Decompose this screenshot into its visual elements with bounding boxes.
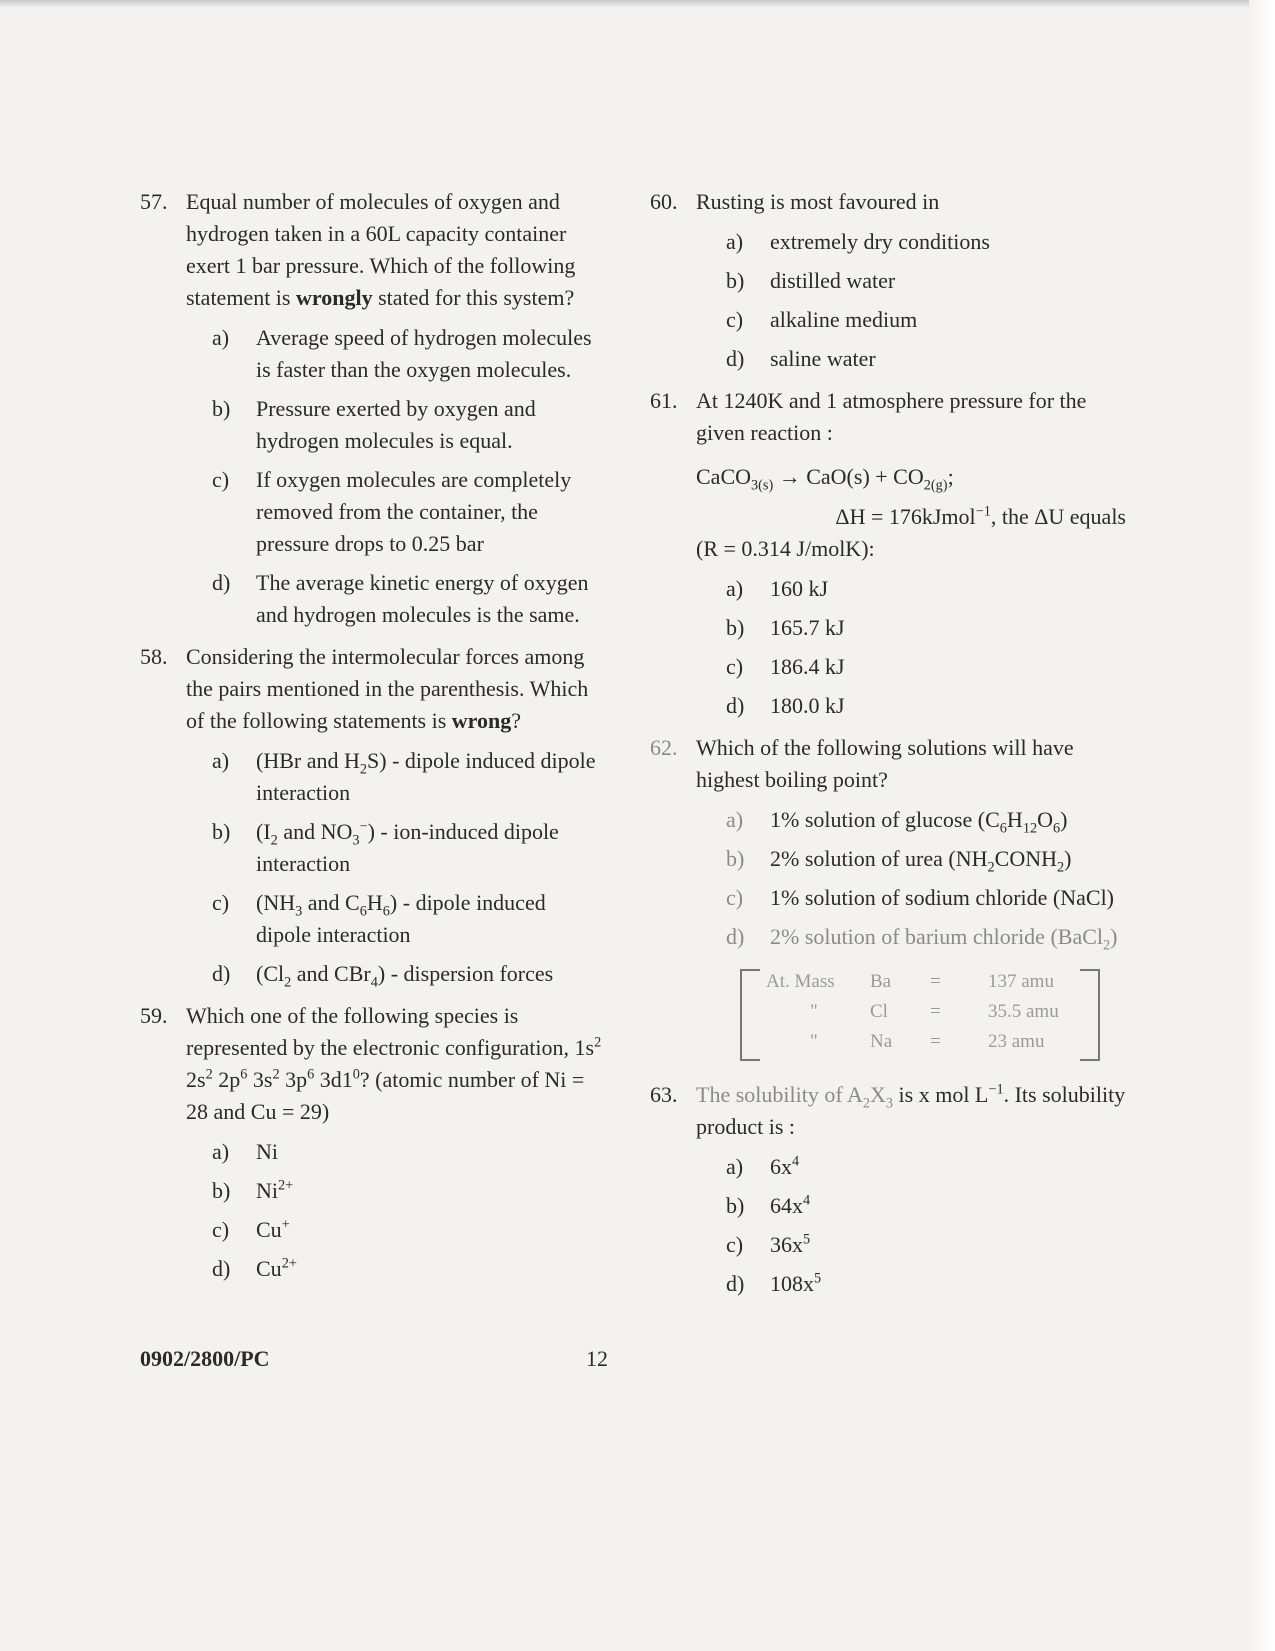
gas-constant: (R = 0.314 J/molK): bbox=[696, 536, 875, 561]
option-c: c) ($NH_3$ and $C_6H_6$) - dipole induced dipole interaction bbox=[212, 890, 546, 947]
question-number: 62. bbox=[650, 735, 678, 760]
option-b: b) distilled water bbox=[726, 268, 896, 293]
option-c: c) $36x^5$ bbox=[726, 1231, 811, 1257]
question-60 bbox=[650, 186, 1126, 375]
question-63 bbox=[650, 1079, 1126, 1300]
bracket-right bbox=[1080, 969, 1100, 1061]
option-list bbox=[696, 573, 1126, 722]
option-list bbox=[696, 804, 1126, 953]
question-stem: Considering the intermolecular forces among the pairs mentioned in the parenthesis. Which of the following statements is wrong? bbox=[186, 644, 589, 733]
right-column bbox=[650, 186, 1126, 1310]
option-d: d) The average kinetic energy of oxygen and hydrogen molecules is the same. bbox=[212, 570, 589, 627]
question-number: 57. bbox=[140, 189, 168, 214]
option-b: b) $Ni^{2+}$ bbox=[212, 1177, 294, 1203]
question-62 bbox=[650, 732, 1126, 1059]
left-column bbox=[140, 186, 606, 1295]
option-b: b) $64x^4$ bbox=[726, 1192, 811, 1218]
question-number: 58. bbox=[140, 644, 168, 669]
option-a: a) extremely dry conditions bbox=[726, 229, 990, 254]
question-61 bbox=[650, 385, 1126, 722]
question-number: 63. bbox=[650, 1082, 678, 1107]
question-number: 61. bbox=[650, 388, 678, 413]
option-a: a) Ni bbox=[212, 1139, 278, 1164]
option-b: b) ($I_2$ and $NO_3^-$) - ion-induced dipole interaction bbox=[212, 818, 559, 876]
option-a: a) 1% solution of glucose $(C_6H_{12}O_6)$ bbox=[726, 807, 1068, 837]
option-d: d) $108x^5$ bbox=[726, 1270, 822, 1296]
option-list bbox=[186, 1136, 606, 1285]
option-d: d) ($Cl_2$ and CBr$_4$) - dispersion forces bbox=[212, 961, 554, 991]
question-58 bbox=[140, 641, 606, 990]
option-list bbox=[186, 322, 606, 631]
page-number: 12 bbox=[586, 1346, 608, 1371]
atomic-mass-box: At. Mass Ba = 137 amu " Cl = 35.5 amu " Na = 23 amu bbox=[740, 967, 1100, 1059]
question-59 bbox=[140, 1000, 606, 1285]
bracket-left bbox=[740, 969, 760, 1061]
reaction-equation: CaCO$_{3(s)}$ → $CaO(s) + CO_{2(g)}$; bbox=[696, 464, 954, 494]
option-list bbox=[696, 226, 1126, 375]
option-a: a) $6x^4$ bbox=[726, 1153, 800, 1179]
page-top-edge bbox=[0, 0, 1275, 8]
option-d: d) 2% solution of barium chloride (BaCl$_2$) bbox=[726, 924, 1118, 954]
enthalpy-line: ΔH = 176kJmol$^{-1}$, the ΔU equals bbox=[835, 503, 1126, 529]
option-d: d) saline water bbox=[726, 346, 876, 371]
option-a: a) (HBr and $H_2S$) - dipole induced dipole interaction bbox=[212, 748, 596, 805]
option-d: d) 180.0 kJ bbox=[726, 693, 845, 718]
question-number: 60. bbox=[650, 189, 678, 214]
option-a: a) 160 kJ bbox=[726, 576, 829, 601]
option-c: c) alkaline medium bbox=[726, 307, 918, 332]
question-stem: At 1240K and 1 atmosphere pressure for the given reaction : bbox=[696, 388, 1087, 445]
option-list bbox=[186, 745, 606, 990]
question-stem: Equal number of molecules of oxygen and hydrogen taken in a 60L capacity container exert 1 bar pressure. Which of the following statement is wrongly stated for this system? bbox=[186, 189, 576, 310]
option-a: a) Average speed of hydrogen molecules is faster than the oxygen molecules. bbox=[212, 325, 592, 382]
option-c: c) If oxygen molecules are completely removed from the container, the pressure drops to 0.25 bar bbox=[212, 467, 572, 556]
option-list bbox=[696, 1151, 1126, 1300]
question-stem: Which of the following solutions will have highest boiling point? bbox=[696, 735, 1074, 792]
option-c: c) 1% solution of sodium chloride (NaCl) bbox=[726, 885, 1115, 910]
paper-code: 0902/2800/PC bbox=[140, 1346, 270, 1371]
option-c: c) 186.4 kJ bbox=[726, 654, 845, 679]
question-stem: The solubility of $A_2X_3$ is x mol $L^{-1}$. Its solubility product is : bbox=[696, 1081, 1126, 1139]
question-57 bbox=[140, 186, 606, 631]
option-c: c) Cu+ bbox=[212, 1216, 290, 1242]
page-right-edge bbox=[1249, 0, 1275, 1651]
question-number: 59. bbox=[140, 1003, 168, 1028]
option-d: d) $Cu^{2+}$ bbox=[212, 1255, 297, 1281]
question-stem: Rusting is most favoured in bbox=[696, 189, 940, 214]
question-stem: Which one of the following species is represented by the electronic configuration, $1s^2$ $2s^2$ $2p^6$ $3s^2$ $3p^6$ $3d1^0$? (atomic number of Ni = 28 and Cu = 29) bbox=[186, 1003, 602, 1124]
option-b: b) 2% solution of urea $(NH_2CONH_2)$ bbox=[726, 846, 1072, 876]
option-b: b) Pressure exerted by oxygen and hydrogen molecules is equal. bbox=[212, 396, 536, 453]
option-b: b) 165.7 kJ bbox=[726, 615, 845, 640]
